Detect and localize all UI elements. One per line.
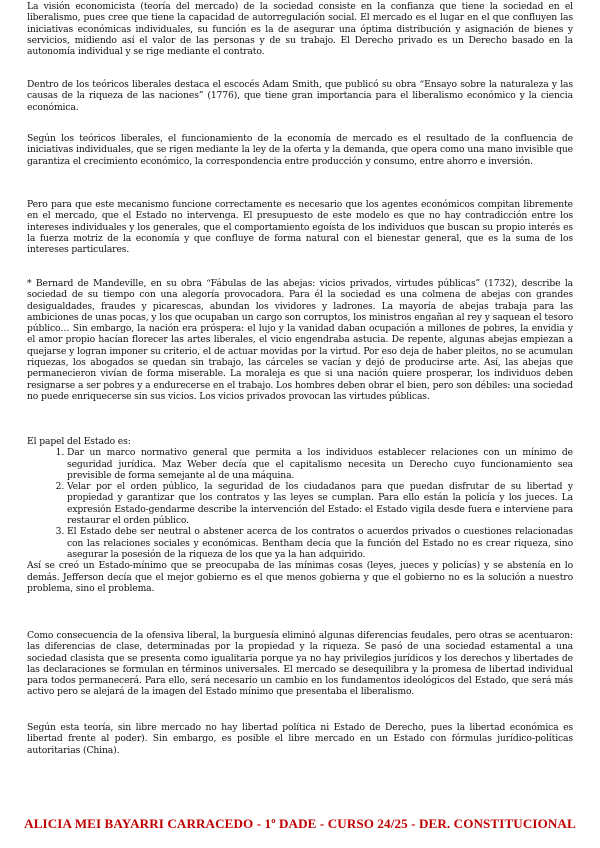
paragraph-adam-smith: Dentro de los teóricos liberales destaca el escocés Adam Smith, que publicó su obra “Ensayo sobre la naturaleza y las causas de la riqueza de las naciones” (1776), que tiene gran importancia para el liberalismo económico y la ciencia económica. — [27, 79, 573, 113]
state-role-intro: El papel del Estado es: — [27, 436, 131, 447]
page-footer: ALICIA MEI BAYARRI CARRACEDO - 1º DADE - CURSO 24/25 - DER. CONSTITUCIONAL — [24, 816, 576, 831]
list-item: 3. El Estado debe ser neutral o abstener acerca de los contratos o acuerdos privados o cuestiones relacionadas con las relaciones sociales y económicas. Bentham decía que la función del Estado no es crear riqueza, sino asegurar la posesión de la riqueza de los que ya la han adquirido. — [67, 526, 573, 560]
paragraph-mandeville: * Bernard de Mandeville, en su obra “Fábulas de las abejas: vicios privados, virtudes públicas” (1732), describe la sociedad de su tiempo con una alegoría provocadora. Para él la sociedad es una colmena de abejas con grandes desigualdades, fraudes y picarescas, abundan los vividores y ladrones. La mayoría de abejas trabaja para las ambiciones de unas pocas, y los que ocupaban un cargo son corruptos, los ministros engañan al rey y saquean el tesoro público… Sin embargo, la nación era próspera: el lujo y la vanidad daban ocupación a millones de pobres, la envidia y el amor propio hacían florecer las artes liberales, el vicio engendraba astucia. De repente, algunas abejas empiezan a quejarse y logran imponer su criterio, el de actuar movidas por la virtud. Por eso deja de haber pleitos, no se acumulan riquezas, los abogados se quedan sin trabajo, las cárceles se vacían y dejó de producirse arte. Así, las abejas que permanecieron vivían de forma miserable. La moraleja es que si una nación quiere prosperar, los individuos deben resignarse a ser pobres y a endurecerse en el trabajo. Los hombres deben obrar el bien, pero son débiles: una sociedad no puede enriquecerse sin sus vicios. Los vicios privados provocan las virtudes públicas. — [27, 278, 573, 402]
paragraph-liberal-theorists: Según los teóricos liberales, el funcionamiento de la economía de mercado es el resultado de la confluencia de iniciativas individuales, que se rigen mediante la ley de la oferta y la demanda, que opera como una mano invisible que garantiza el crecimiento económico, la correspondencia entre producción y consumo, entre ahorro e inversión. — [27, 133, 573, 167]
paragraph-free-market-theory: Según esta teoría, sin libre mercado no hay libertad política ni Estado de Derecho, pues la libertad económica es libertad frente al poder). Sin embargo, es posible el libre mercado en un Estado con fórmulas jurídico-políticas autoritarias (China). — [27, 722, 573, 756]
paragraph-consequences: Como consecuencia de la ofensiva liberal, la burguesía eliminó algunas diferencias feudales, pero otras se acentuaron: las diferencias de clase, determinadas por la propiedad y la riqueza. Se pasó de una sociedad estamental a una sociedad clasista que se presenta como igualitaria porque ya no hay privilegios jurídicos y los derechos y libertades de las declaraciones se formulan en términos universales. El mercado se desequilibra y la promesa de libertad individual para todos permanecerá. Para ello, será necesario un cambio en los fundamentos ideológicos del Estado, que será más activo pero se alejará de la imagen del Estado mínimo que presentaba el liberalismo. — [27, 630, 573, 698]
paragraph-mechanism: Pero para que este mecanismo funcione correctamente es necesario que los agentes económicos compitan libremente en el mercado, que el Estado no intervenga. El presupuesto de este modelo es que no hay contradicción entre los intereses individuales y los generales, que el comportamiento egoísta de los individuos que buscan su propio interés es la fuerza motriz de la economía y que confluye de forma natural con el bienestar general, que es la suma de los intereses particulares. — [27, 199, 573, 256]
list-item: 2. Velar por el orden público, la seguridad de los ciudadanos para que puedan disfrutar de su libertad y propiedad y garantizar que los contratos y las leyes se cumplan. Para ello están la policía y los jueces. La expresión Estado-gendarme describe la intervención del Estado: el Estado vigila desde fuera e interviene para restaurar el orden público. — [67, 481, 573, 526]
list-item: 1. Dar un marco normativo general que permita a los individuos establecer relaciones con un mínimo de seguridad jurídica. Maz Weber decía que el capitalismo necesita un Derecho cuyo funcionamiento sea previsible de forma semejante al de una máquina. — [67, 447, 573, 481]
paragraph-market-vision: La visión economicista (teoría del mercado) de la sociedad consiste en la confianza que tiene la sociedad en el liberalismo, pues cree que tiene la capacidad de autorregulación social. El mercado es el lugar en el que confluyen las iniciativas económicas individuales, su función es la de asegurar una óptima distribución y asignación de bienes y servicios, midiendo así el valor de las personas y de su trabajo. El Derecho privado es un Derecho basado en la autonomía individual y se rige mediante el contrato. — [27, 1, 573, 58]
state-role-conclusion: Así se creó un Estado-mínimo que se preocupaba de las mínimas cosas (leyes, jueces y policías) y se abstenía en lo demás. Jefferson decía que el mejor gobierno es el que menos gobierna y que el gobierno no es la solución a nuestro problema, sino el problema. — [27, 560, 573, 594]
state-role-list — [27, 447, 573, 560]
state-role-section — [27, 436, 573, 594]
